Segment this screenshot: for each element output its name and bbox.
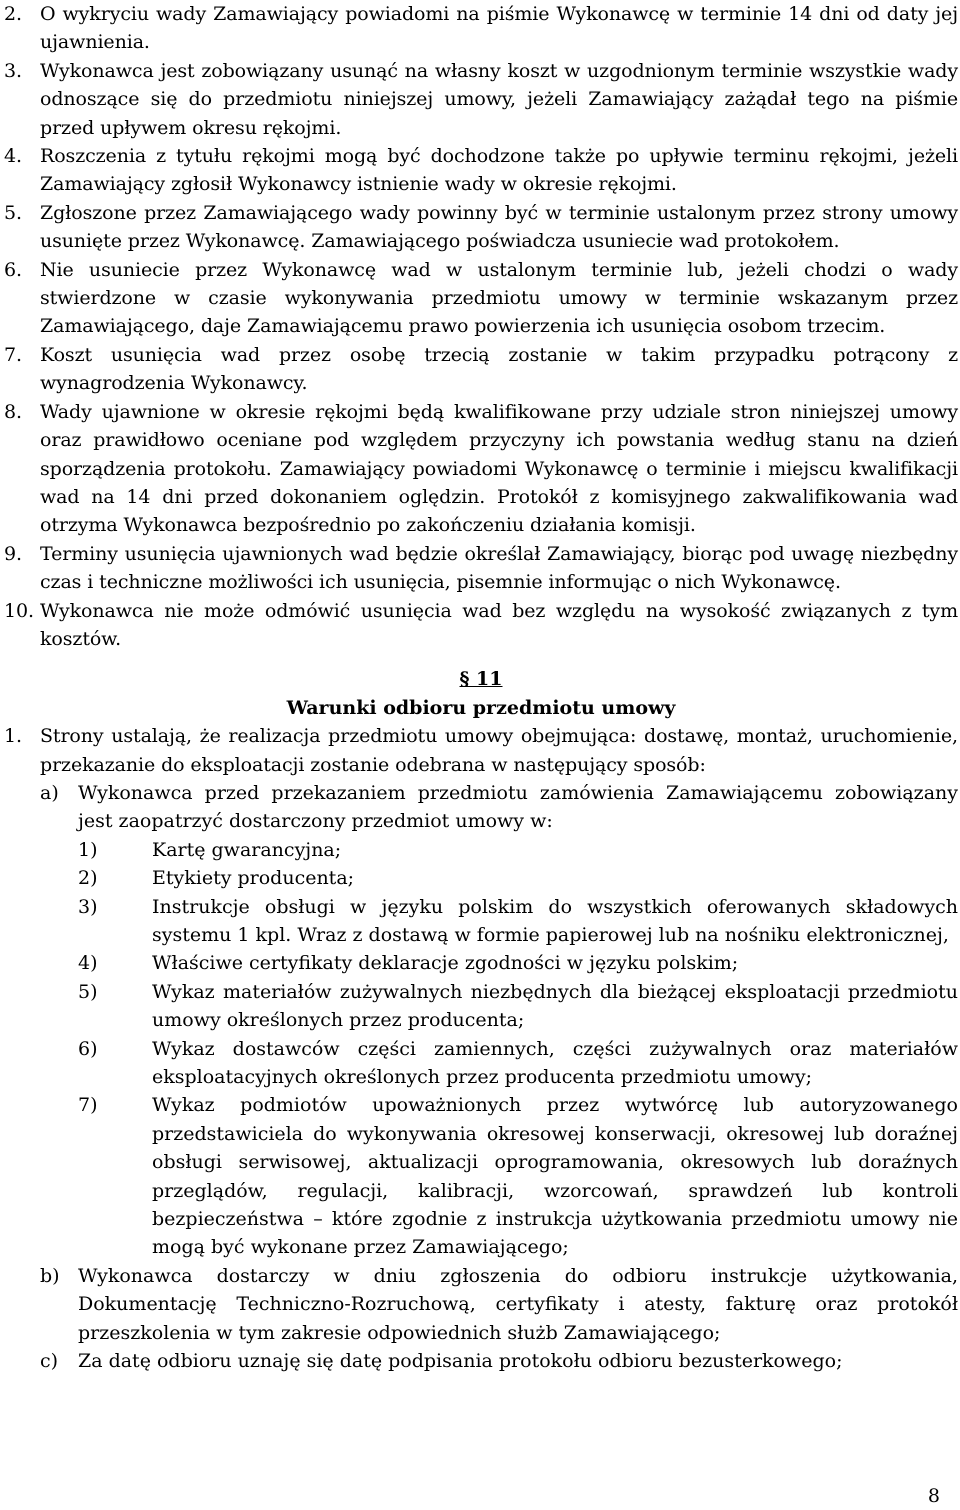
list-number: 3. [4,59,22,82]
sub-list-letter: c) [40,1350,59,1373]
list-text: Wady ujawnione w okresie rękojmi będą kwalifikowane przy udziale stron niniejszej umowy oraz prawidłowo oceniane pod względem przyczyny ich powstania według stanu na dzień sporządzenia protokołu. Zamawiający powiadomi Wykonawcę o terminie i miejscu kwalifikacji wad na 14 dni przed dokonaniem oględzin. Protokół z komisyjnego zakwalifikowania wad otrzyma Wykonawca bezpośrednio po zakończeniu działania komisji. [40,400,958,537]
section-number: § 11 [459,668,503,691]
nested-list-number: 3) [78,895,98,918]
sub-list-item [40,1347,958,1375]
nested-list-item [78,949,958,977]
nested-list-text: Wykaz materiałów zużywalnych niezbędnych dla bieżącej eksploatacji przedmiotu umowy określonych przez producenta; [152,980,958,1032]
list-item [4,199,958,256]
nested-list-text: Właściwe certyfikaty deklaracje zgodności w języku polskim; [152,952,739,975]
nested-list-item [78,978,958,1035]
list-text: O wykryciu wady Zamawiający powiadomi na piśmie Wykonawcę w terminie 14 dni od daty jej ujawnienia. [40,3,958,54]
page-number: 8 [927,1485,940,1507]
list-number: 9. [4,542,22,565]
nested-list-text: Etykiety producenta; [152,867,355,890]
nested-list-item [78,893,958,950]
list-number: 1. [4,725,22,748]
list-number: 5. [4,201,22,224]
sub-list-text: Wykonawca dostarczy w dniu zgłoszenia do odbioru instrukcje użytkowania, Dokumentację Techniczno-Rozruchową, certyfikaty i atesty, fakturę oraz protokół przeszkolenia w tym zakresie odpowiednich służb Zamawiającego; [78,1264,958,1344]
list-item [4,597,958,654]
list-item [4,540,958,597]
nested-list-text: Kartę gwarancyjna; [152,838,342,861]
list-number: 6. [4,258,22,281]
list-text: Strony ustalają, że realizacja przedmiotu umowy obejmująca: dostawę, montaż, uruchomienie, przekazanie do eksploatacji zostanie odebrana w następujący sposób: [40,725,958,776]
sub-list-text: Wykonawca przed przekazaniem przedmiotu zamówienia Zamawiającemu zobowiązany jest zaopatrzyć dostarczony przedmiot umowy w: [78,781,958,833]
list-text: Wykonawca nie może odmówić usunięcia wad bez względu na wysokość związanych z tym kosztów. [40,599,958,650]
nested-list-number: 2) [78,867,98,890]
list-item [4,57,958,142]
list-text: Roszczenia z tytułu rękojmi mogą być dochodzone także po upływie terminu rękojmi, jeżeli Zamawiający zgłosił Wykonawcy istnienie wady w okresie rękojmi. [40,145,958,196]
list-text: Wykonawca jest zobowiązany usunąć na własny koszt w uzgodnionym terminie wszystkie wady odnoszące się do przedmiotu niniejszej umowy, jeżeli Zamawiający zażądał tego na piśmie przed upływem okresu rękojmi. [40,59,958,139]
nested-list-item [78,1035,958,1092]
list-text: Zgłoszone przez Zamawiającego wady powinny być w terminie ustalonym przez strony umowy usunięte przez Wykonawcę. Zamawiającego poświadcza usuniecie wad protokołem. [40,201,958,253]
nested-list-number: 5) [78,980,98,1003]
list-number: 4. [4,145,22,168]
nested-list-item [78,864,958,892]
nested-list-number: 1) [78,838,98,861]
sub-list-text: Za datę odbioru uznaję się datę podpisania protokołu odbioru bezusterkowego; [78,1350,843,1373]
section-title: Warunki odbioru przedmiotu umowy [286,696,676,719]
list-number: 10. [4,599,34,622]
list-item [4,142,958,199]
sub-list-letter: b) [40,1264,60,1287]
nested-list-number: 7) [78,1094,98,1117]
list-item [4,256,958,341]
sub-list-item [40,1262,958,1347]
sub-list-letter: a) [40,781,59,804]
list-item [4,341,958,398]
nested-list-number: 4) [78,952,98,975]
list-text: Koszt usunięcia wad przez osobę trzecią zostanie w takim przypadku potrącony z wynagrodzenia Wykonawcy. [40,343,958,395]
list-item [4,0,958,57]
nested-list-number: 6) [78,1037,98,1060]
nested-list-text: Wykaz podmiotów upoważnionych przez wytwórcę lub autoryzowanego przedstawiciela do wykonywania okresowej konserwacji, okresowej lub doraźnej obsługi serwisowej, aktualizacji oprogramowania, okresowych lub doraźnych przeglądów, regulacji, kalibracji, wzorcowań, sprawdzeń lub kontroli bezpieczeństwa – które zgodnie z instrukcja użytkowania przedmiotu umowy nie mogą być wykonane przez Zamawiającego; [152,1094,958,1259]
nested-list-text: Wykaz dostawców części zamiennych, części zużywalnych oraz materiałów eksploatacyjnych określonych przez producenta przedmiotu umowy; [152,1037,958,1089]
list-item [4,722,958,779]
list-number: 7. [4,343,22,366]
nested-list-item [78,836,958,864]
list-number: 2. [4,3,22,25]
list-number: 8. [4,400,22,423]
nested-list-text: Instrukcje obsługi w języku polskim do wszystkich oferowanych składowych systemu 1 kpl. Wraz z dostawą w formie papierowej lub na nośniku elektronicznej, [152,895,958,946]
list-text: Nie usuniecie przez Wykonawcę wad w ustalonym terminie lub, jeżeli chodzi o wady stwierdzone w czasie wykonywania przedmiotu umowy w terminie wskazanym przez Zamawiającego, daje Zamawiającemu prawo powierzenia ich usunięcia osobom trzecim. [40,258,958,338]
nested-list-item [78,1091,958,1261]
list-item [4,398,958,540]
list-text: Terminy usunięcia ujawnionych wad będzie określał Zamawiający, biorąc pod uwagę niezbędny czas i techniczne możliwości ich usunięcia, pisemnie informując o nich Wykonawcę. [40,542,958,594]
sub-list-item [40,779,958,836]
